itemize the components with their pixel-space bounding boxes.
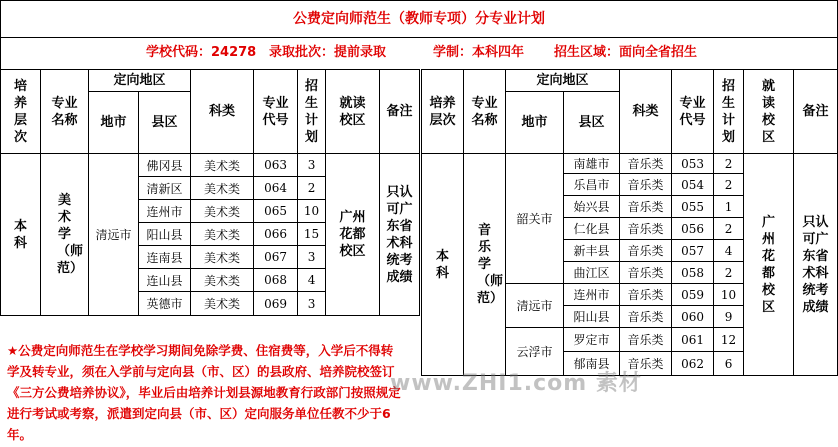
table-cell: 067 xyxy=(254,246,298,269)
header-major: 专业名称 xyxy=(464,70,506,154)
table-cell: 12 xyxy=(714,328,744,352)
table-cell: 2 xyxy=(714,262,744,284)
table-cell: 连州市 xyxy=(564,284,620,306)
table-cell: 美术类 xyxy=(191,154,254,177)
header-plan: 招生计划 xyxy=(714,70,744,154)
table-cell: 英德市 xyxy=(139,292,191,316)
table-cell: 佛冈县 xyxy=(139,154,191,177)
header-campus: 就读校区 xyxy=(744,70,794,154)
table-cell: 066 xyxy=(254,223,298,246)
table-cell: 3 xyxy=(298,246,326,269)
table-cell: 郁南县 xyxy=(564,352,620,376)
table-cell: 060 xyxy=(672,306,714,328)
table-cell: 9 xyxy=(714,306,744,328)
table-cell: 连南县 xyxy=(139,246,191,269)
header-campus: 就读校区 xyxy=(326,70,380,154)
table-cell: 音乐类 xyxy=(620,196,672,218)
header-subject: 科类 xyxy=(191,70,254,154)
music-plan-table xyxy=(421,69,838,376)
school-code: 学校代码：24278 xyxy=(146,45,257,60)
art-city: 清远市 xyxy=(89,154,139,316)
table-cell: 3 xyxy=(298,292,326,316)
header-target-area: 定向地区 xyxy=(89,70,191,92)
table-cell: 061 xyxy=(672,328,714,352)
table-cell: 音乐类 xyxy=(620,328,672,352)
table-cell: 音乐类 xyxy=(620,218,672,240)
enroll-region: 招生区域：面向全省招生 xyxy=(554,45,698,60)
header-target-area: 定向地区 xyxy=(506,70,620,92)
music-campus: 广州花都校区 xyxy=(744,154,794,376)
table-cell: 068 xyxy=(254,269,298,292)
table-cell: 阳山县 xyxy=(139,223,191,246)
art-campus: 广州花都校区 xyxy=(326,154,380,316)
table-cell: 2 xyxy=(714,154,744,174)
music-remarks: 只认可广东省术科统考成绩 xyxy=(794,154,838,376)
table-cell: 音乐类 xyxy=(620,240,672,262)
table-cell: 乐昌市 xyxy=(564,174,620,196)
table-cell: 15 xyxy=(298,223,326,246)
header-county: 县区 xyxy=(139,92,191,154)
table-cell: 音乐类 xyxy=(620,306,672,328)
header-major: 专业名称 xyxy=(41,70,89,154)
table-cell: 4 xyxy=(714,240,744,262)
music-city-shaoguan: 韶关市 xyxy=(506,154,564,284)
header-code: 专业代号 xyxy=(254,70,298,154)
table-cell: 10 xyxy=(714,284,744,306)
header-level: 培养层次 xyxy=(1,70,41,154)
table-cell: 6 xyxy=(714,352,744,376)
table-cell: 始兴县 xyxy=(564,196,620,218)
table-cell: 美术类 xyxy=(191,246,254,269)
art-remarks: 只认可广东省术科统考成绩 xyxy=(380,154,420,316)
table-cell: 059 xyxy=(672,284,714,306)
header-city: 地市 xyxy=(506,92,564,154)
art-level: 本科 xyxy=(1,154,41,316)
table-cell: 新丰县 xyxy=(564,240,620,262)
art-plan-table xyxy=(0,69,420,316)
header-county: 县区 xyxy=(564,92,620,154)
table-cell: 2 xyxy=(714,218,744,240)
study-system: 学制：本科四年 xyxy=(433,45,525,60)
header-plan: 招生计划 xyxy=(298,70,326,154)
table-cell: 064 xyxy=(254,177,298,200)
table-cell: 清新区 xyxy=(139,177,191,200)
table-cell: 美术类 xyxy=(191,292,254,316)
table-cell: 065 xyxy=(254,200,298,223)
subtitle-bar xyxy=(0,37,838,69)
page-title: 公费定向师范生（教师专项）分专业计划 xyxy=(0,0,838,38)
table-cell: 3 xyxy=(298,154,326,177)
table-cell: 美术类 xyxy=(191,200,254,223)
header-subject: 科类 xyxy=(620,70,672,154)
table-cell: 062 xyxy=(672,352,714,376)
header-level: 培养层次 xyxy=(422,70,464,154)
admission-batch: 录取批次：提前录取 xyxy=(269,45,387,60)
table-cell: 1 xyxy=(714,196,744,218)
table-cell: 10 xyxy=(298,200,326,223)
table-cell: 美术类 xyxy=(191,269,254,292)
header-remarks: 备注 xyxy=(794,70,838,154)
table-cell: 4 xyxy=(298,269,326,292)
music-major: 音乐学（师范） xyxy=(464,154,506,376)
music-city-yunfu: 云浮市 xyxy=(506,328,564,376)
table-cell: 连山县 xyxy=(139,269,191,292)
table-cell: 曲江区 xyxy=(564,262,620,284)
table-cell: 罗定市 xyxy=(564,328,620,352)
table-cell: 音乐类 xyxy=(620,352,672,376)
table-cell: 美术类 xyxy=(191,223,254,246)
table-cell: 音乐类 xyxy=(620,262,672,284)
watermark: www.ZHI1.com 素材 xyxy=(390,371,642,396)
header-city: 地市 xyxy=(89,92,139,154)
table-cell: 057 xyxy=(672,240,714,262)
table-cell: 056 xyxy=(672,218,714,240)
table-cell: 063 xyxy=(254,154,298,177)
table-cell: 069 xyxy=(254,292,298,316)
table-cell: 仁化县 xyxy=(564,218,620,240)
header-remarks: 备注 xyxy=(380,70,420,154)
table-cell: 053 xyxy=(672,154,714,174)
table-cell: 2 xyxy=(714,174,744,196)
table-cell: 南雄市 xyxy=(564,154,620,174)
table-cell: 058 xyxy=(672,262,714,284)
table-cell: 阳山县 xyxy=(564,306,620,328)
table-cell: 音乐类 xyxy=(620,284,672,306)
table-cell: 连州市 xyxy=(139,200,191,223)
table-cell: 音乐类 xyxy=(620,154,672,174)
table-cell: 音乐类 xyxy=(620,174,672,196)
music-city-qingyuan: 清远市 xyxy=(506,284,564,328)
table-cell: 美术类 xyxy=(191,177,254,200)
table-cell: 054 xyxy=(672,174,714,196)
header-code: 专业代号 xyxy=(672,70,714,154)
policy-note: ★公费定向师范生在学校学习期间免除学费、住宿费等，入学后不得转学及转专业，须在入学前与定向县（市、区）的县政府、培养院校签订《三方公费培养协议》，毕业后由培养计划县源地教育行政部门按照规定进行考试或考察，派遣到定向县（市、区）定向服务单位任教不少于6年。 xyxy=(7,343,401,442)
art-major: 美术学（师范） xyxy=(41,154,89,316)
table-cell: 2 xyxy=(298,177,326,200)
table-cell: 055 xyxy=(672,196,714,218)
music-level: 本科 xyxy=(422,154,464,376)
